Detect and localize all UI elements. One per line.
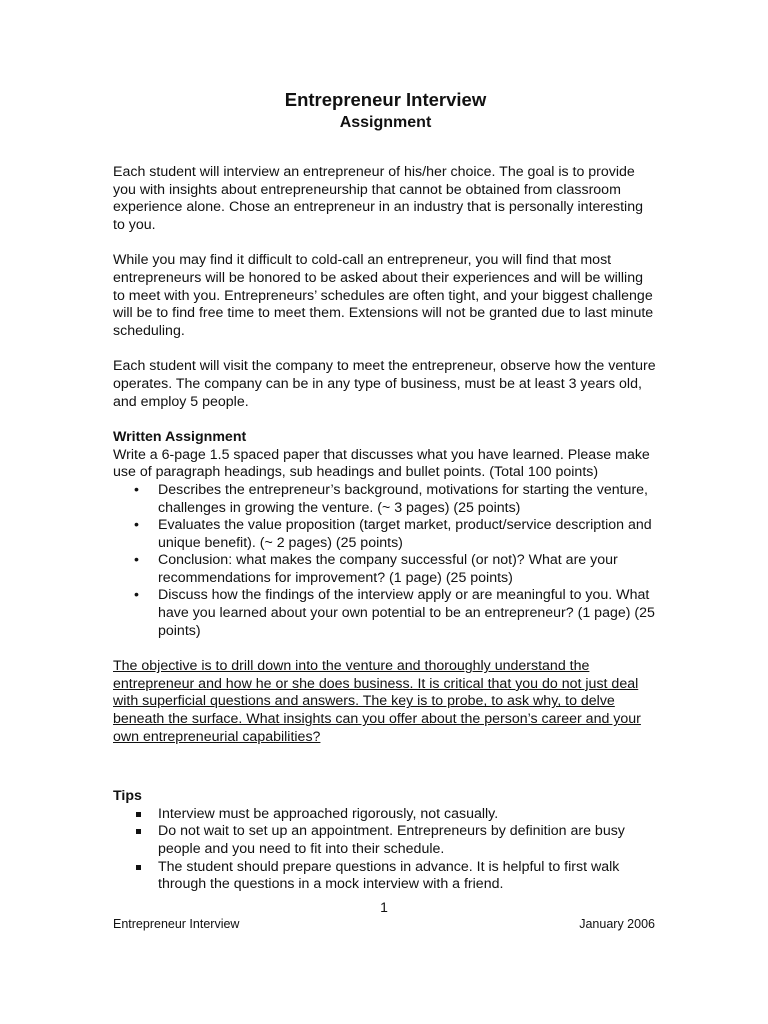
written-assignment-list [113,482,658,640]
page-number: 1 [380,899,388,915]
footer-document-name: Entrepreneur Interview [113,917,240,931]
intro-paragraph-3: Each student will visit the company to meet the entrepreneur, observe how the venture operates. The company can be in any type of business, must be at least 3 years old, and employ 5 people. [113,358,656,410]
intro-paragraph-2: While you may find it difficult to cold-call an entrepreneur, you will find that most entrepreneurs will be honored to be asked about their experiences and will be willing to meet with you. Entrepreneurs’ schedules are often tight, and your biggest challenge will be to find free time to meet them. Extensions will not be granted due to last minute scheduling. [113,252,654,339]
objective-paragraph: The objective is to drill down into the venture and thoroughly understand the entrepreneur and how he or she does business. It is critical that you do not just deal with superficial questions and answers. The key is to probe, to ask why, to delve beneath the surface. What insights can you offer about the person’s career and your own entrepreneurial capabilities? [113,658,641,745]
list-item: • Evaluates the value proposition (target market, product/service description and unique benefit). (~ 2 pages) (25 points) [113,517,658,552]
footer-date: January 2006 [579,917,655,931]
list-item: Do not wait to set up an appointment. Entrepreneurs by definition are busy people and you need to fit into their schedule. [113,823,658,858]
written-assignment-heading: Written Assignment [113,429,247,446]
tips-heading: Tips [113,788,142,805]
list-item: • Describes the entrepreneur’s background, motivations for starting the venture, challenges in growing the venture. (~ 3 pages) (25 points) [113,482,658,517]
document-subtitle: Assignment [339,114,432,131]
document-title: Entrepreneur Interview [284,89,487,110]
tips-list [113,806,658,894]
list-item: The student should prepare questions in advance. It is helpful to first walk through the questions in a mock interview with a friend. [113,859,658,894]
list-item: • Conclusion: what makes the company successful (or not)? What are your recommendations for improvement? (1 page) (25 points) [113,552,658,587]
intro-paragraph-1: Each student will interview an entrepreneur of his/her choice. The goal is to provide you with insights about entrepreneurship that cannot be obtained from classroom experience alone. Chose an entrepreneur in an industry that is personally interesting to you. [113,164,643,233]
list-item: • Discuss how the findings of the interview apply or are meaningful to you. What have you learned about your own potential to be an entrepreneur? (1 page) (25 points) [113,587,658,640]
list-item: Interview must be approached rigorously, not casually. [113,806,658,824]
written-assignment-text: Write a 6-page 1.5 spaced paper that discusses what you have learned. Please make use of paragraph headings, sub headings and bullet points. (Total 100 points) [113,446,650,481]
document-page [113,88,658,894]
